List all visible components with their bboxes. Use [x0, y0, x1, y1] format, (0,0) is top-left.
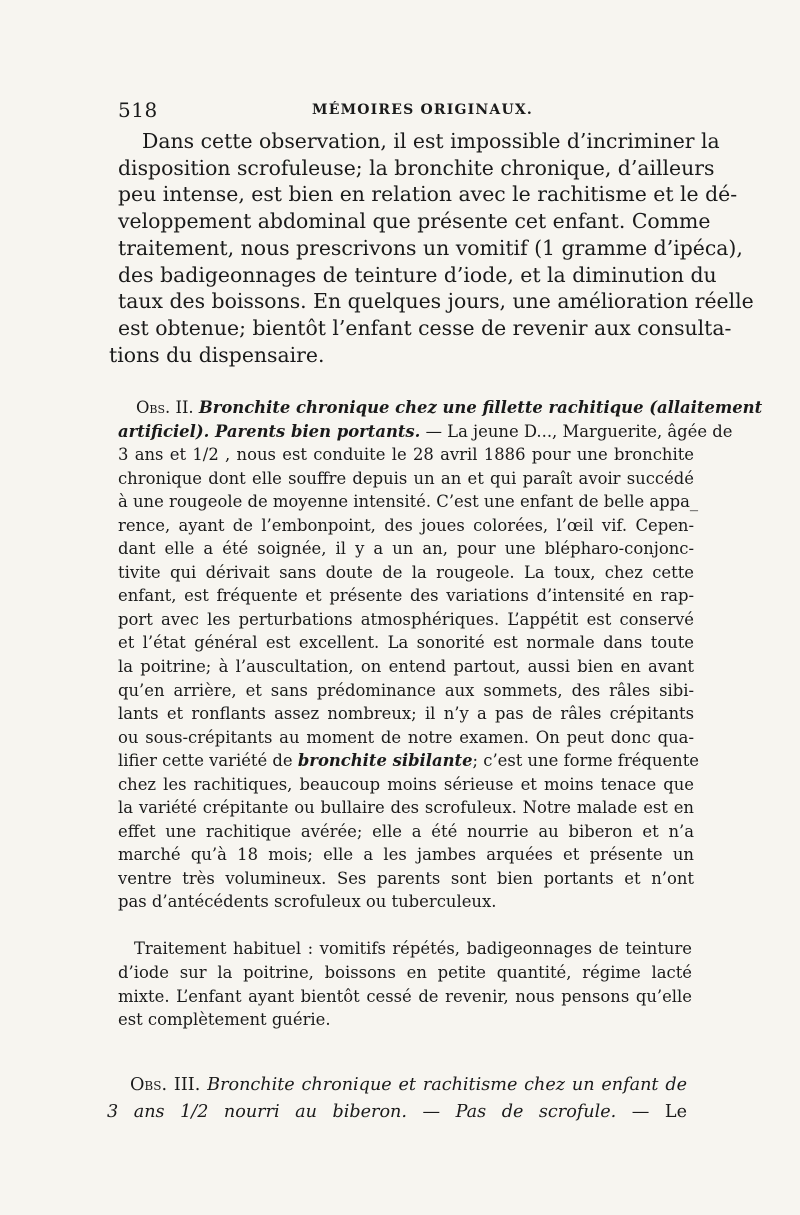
text-line: ou sous-crépitants au moment de notre examen. On peut donc qua-: [118, 727, 694, 747]
text-line: veloppement abdominal que présente cet enfant. Comme: [118, 209, 711, 234]
text-line: qu’en arrière, et sans prédominance aux sommets, des râles sibi-: [118, 680, 694, 700]
text-line: 3 ans et 1/2 , nous est conduite le 28 avril 1886 pour une bronchite: [118, 445, 694, 465]
observation-three: [107, 1072, 687, 1126]
text-line: enfant, est fréquente et présente des variations d’intensité en rap-: [118, 586, 694, 606]
text-line: dant elle a été soignée, il y a un an, pour une blépharo-conjonc-: [118, 539, 694, 559]
observation-label: Obs. III.: [130, 1075, 201, 1095]
text-line: la variété crépitante ou bullaire des scrofuleux. Notre malade est en: [118, 798, 694, 818]
text-run: — Le: [616, 1102, 687, 1122]
observation-title-cont: 3 ans 1/2 nourri au biberon. — Pas de scrofule.: [107, 1102, 617, 1122]
text-line: chez les rachitiques, beaucoup moins sérieuse et moins tenace que: [118, 774, 694, 794]
text-line: rence, ayant de l’embonpoint, des joues colorées, l’œil vif. Cepen-: [118, 515, 694, 535]
text-line: lants et ronflants assez nombreux; il n’y a pas de râles crépitants: [118, 704, 694, 724]
text-line: Traitement habituel : vomitifs répétés, badigeonnages de teinture: [134, 939, 692, 958]
text-line: la poitrine; à l’auscultation, on entend partout, aussi bien en avant: [118, 657, 694, 677]
observation-label: Obs. II.: [136, 398, 194, 417]
text-line: port avec les perturbations atmosphériques. L’appétit est conservé: [118, 609, 694, 629]
text-line: disposition scrofuleuse; la bronchite chronique, d’ailleurs: [118, 155, 715, 180]
text-line: ventre très volumineux. Ses parents sont bien portants et n’ont: [118, 868, 694, 888]
observation-title-cont: artificiel). Parents bien portants.: [118, 421, 421, 441]
text-line: traitement, nous prescrivons un vomitif (1 gramme d’ipéca),: [118, 235, 743, 260]
text-line: chronique dont elle souffre depuis un an et qui paraît avoir succédé: [118, 468, 694, 488]
text-line: tivite qui dérivait sans doute de la rougeole. La toux, chez cette: [118, 562, 694, 582]
text-line: Dans cette observation, il est impossible d’incriminer la: [142, 129, 720, 153]
text-line: d’iode sur la poitrine, boissons en petite quantité, régime lacté: [118, 962, 692, 982]
text-line: peu intense, est bien en relation avec le rachitisme et le dé-: [118, 182, 738, 207]
running-head: MÉMOIRES ORIGINAUX.: [312, 102, 533, 118]
text-line: taux des boissons. En quelques jours, une amélioration réelle: [118, 289, 754, 314]
text-line: mixte. L’enfant ayant bientôt cessé de revenir, nous pensons qu’elle: [118, 986, 692, 1006]
text-line: tions du dispensaire.: [109, 342, 325, 367]
paragraph-observation-discussion: [109, 128, 754, 368]
observation-heading-line: [107, 1072, 687, 1099]
observation-title: Bronchite chronique et rachitisme chez un enfant de: [207, 1075, 688, 1095]
text-line: [118, 749, 699, 773]
emphasis-term: bronchite sibilante: [297, 751, 473, 771]
text-line: et l’état général est excellent. La sonorité est normale dans toute: [118, 633, 694, 653]
paragraph-treatment: [118, 937, 692, 1032]
text-run: lifier cette variété de: [118, 751, 298, 771]
observation-heading-line: [118, 420, 733, 444]
observation-heading-line: [118, 396, 763, 420]
text-line: pas d’antécédents scrofuleux ou tuberculeux.: [118, 892, 497, 912]
observation-title: Bronchite chronique chez une fillette rachitique (allaitement: [198, 398, 763, 417]
text-line: des badigeonnages de teinture d’iode, et la diminution du: [118, 262, 717, 287]
observation-two: [118, 396, 763, 914]
text-run: — La jeune D..., Marguerite, âgée de: [420, 421, 733, 441]
text-line: marché qu’à 18 mois; elle a les jambes arquées et présente un: [118, 845, 694, 865]
page-header: [118, 98, 690, 126]
text-run: ; c’est une forme fréquente: [472, 751, 699, 771]
text-line: est obtenue; bientôt l’enfant cesse de revenir aux consulta-: [118, 315, 732, 340]
text-line: à une rougeole de moyenne intensité. C’est une enfant de belle appa_: [118, 492, 699, 512]
page-number: 518: [118, 98, 158, 122]
text-line: est complètement guérie.: [118, 1010, 331, 1030]
observation-heading-line: [107, 1099, 687, 1126]
text-line: effet une rachitique avérée; elle a été nourrie au biberon et n’a: [118, 821, 694, 841]
